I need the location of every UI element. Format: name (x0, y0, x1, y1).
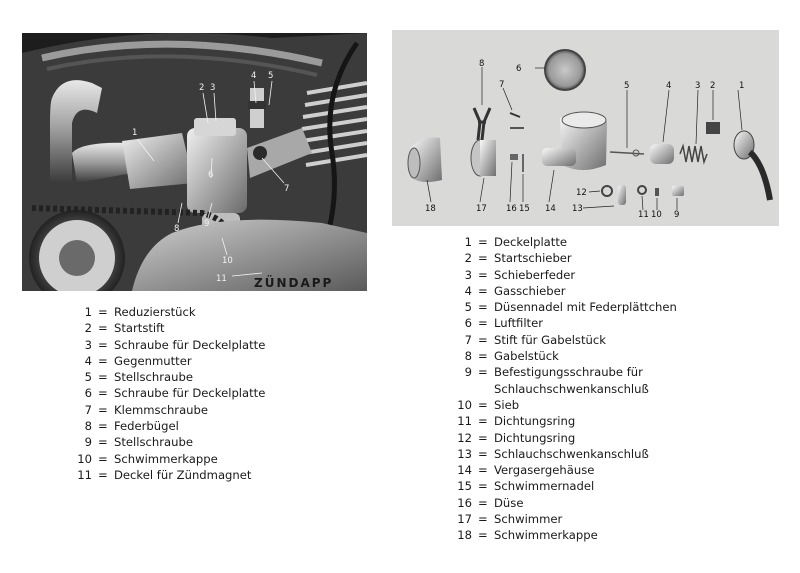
legend-right-item (452, 430, 772, 446)
legend-equals: = (478, 430, 488, 445)
legend-left-item (72, 304, 372, 320)
right-callout-14: 14 (545, 204, 556, 214)
legend-equals: = (98, 337, 108, 352)
left-callout-10: 10 (222, 256, 233, 266)
legend-number: 7 (84, 402, 92, 417)
legend-equals: = (478, 365, 488, 380)
left-callout-7: 7 (284, 184, 290, 194)
legend-left-item (72, 320, 372, 336)
legend-equals: = (478, 267, 488, 282)
legend-label: Sieb (494, 397, 520, 412)
legend-left-item (72, 434, 372, 450)
legend-equals: = (478, 235, 488, 249)
legend-label: Schwimmernadel (494, 479, 595, 494)
legend-equals: = (98, 419, 108, 434)
legend-number: 16 (457, 495, 472, 510)
right-callout-6: 6 (516, 64, 522, 74)
legend-label: Dichtungsring (494, 430, 576, 445)
legend-right (452, 234, 772, 544)
legend-right-item (452, 267, 772, 283)
right-callout-1: 1 (739, 81, 745, 91)
legend-number: 7 (464, 332, 472, 347)
legend-equals: = (478, 512, 488, 527)
legend-label: Schieberfeder (494, 267, 576, 282)
legend-equals: = (98, 435, 108, 450)
legend-left-item (72, 418, 372, 434)
legend-right-item (452, 348, 772, 364)
legend-label: Stellschraube (114, 435, 193, 450)
legend-label: Federbügel (114, 419, 179, 434)
legend-label: Luftfilter (494, 316, 543, 331)
legend-number: 6 (84, 386, 92, 401)
right-callout-17: 17 (476, 204, 487, 214)
left-callout-8: 8 (174, 224, 180, 234)
left-callout-3: 3 (210, 83, 216, 93)
legend-label: Dichtungsring (494, 414, 576, 429)
parts-photo-illustration (392, 30, 779, 226)
legend-number: 5 (84, 370, 92, 385)
legend-label: Gasschieber (494, 283, 566, 298)
legend-number: 10 (457, 397, 472, 412)
legend-right-item (452, 478, 772, 494)
legend-equals: = (478, 495, 488, 510)
right-callout-5: 5 (624, 81, 630, 91)
legend-label: Gabelstück (494, 349, 559, 364)
left-callout-1: 1 (132, 128, 138, 138)
right-callout-15: 15 (519, 204, 530, 214)
legend-equals: = (478, 479, 488, 494)
legend-number: 3 (464, 267, 472, 282)
left-callout-6: 6 (208, 170, 214, 180)
left-callout-9: 9 (204, 219, 210, 229)
legend-label: Deckel für Zündmagnet (114, 467, 252, 482)
engine-carburetor-photo (22, 33, 367, 291)
legend-number: 4 (84, 353, 92, 368)
legend-number: 8 (84, 419, 92, 434)
legend-left-item (72, 337, 372, 353)
legend-number: 2 (464, 251, 472, 266)
legend-label: Düse (494, 495, 524, 510)
right-callout-4: 4 (666, 81, 672, 91)
legend-number: 3 (84, 337, 92, 352)
right-callout-10: 10 (651, 210, 662, 220)
right-callout-12: 12 (576, 188, 587, 198)
legend-equals: = (98, 451, 108, 466)
legend-number: 15 (457, 479, 472, 494)
right-callout-16: 16 (506, 204, 517, 214)
legend-label: Stift für Gabelstück (494, 332, 606, 347)
legend-left-item (72, 467, 372, 483)
legend-equals: = (98, 370, 108, 385)
legend-label: Startstift (114, 321, 165, 336)
legend-equals: = (98, 467, 108, 482)
left-callout-4: 4 (251, 71, 257, 81)
legend-right-item (452, 299, 772, 315)
legend-equals: = (478, 332, 488, 347)
legend-label: Startschieber (494, 251, 572, 266)
legend-right-item (452, 495, 772, 511)
legend-equals: = (478, 446, 488, 461)
left-callout-2: 2 (199, 83, 205, 93)
legend-label: Klemmschraube (114, 402, 209, 417)
legend-label: Vergasergehäuse (494, 463, 595, 478)
legend-label: Befestigungsschraube für Schlauchschwenkanschluß (494, 365, 649, 396)
left-callout-11: 11 (216, 274, 227, 284)
engine-photo-illustration (22, 33, 367, 291)
legend-label: Reduzierstück (114, 305, 196, 319)
legend-number: 11 (77, 467, 92, 482)
legend-equals: = (478, 316, 488, 331)
legend-number: 18 (457, 528, 472, 543)
right-callout-11: 11 (638, 210, 649, 220)
legend-right-item (452, 332, 772, 348)
legend-number: 2 (84, 321, 92, 336)
legend-right-item (452, 250, 772, 266)
legend-right-item (452, 446, 772, 462)
legend-number: 5 (464, 300, 472, 315)
legend-right-item (452, 364, 772, 397)
legend-right-item (452, 527, 772, 543)
legend-number: 6 (464, 316, 472, 331)
right-callout-9: 9 (674, 210, 680, 220)
legend-equals: = (98, 353, 108, 368)
legend-right-item (452, 283, 772, 299)
carburetor-parts-photo (392, 30, 779, 226)
legend-label: Schraube für Deckelplatte (114, 386, 266, 401)
legend-number: 14 (457, 463, 472, 478)
legend-label: Schwimmerkappe (494, 528, 598, 543)
legend-label: Gegenmutter (114, 353, 192, 368)
legend-label: Schwimmer (494, 512, 563, 527)
legend-number: 10 (77, 451, 92, 466)
legend-equals: = (478, 463, 488, 478)
legend-number: 4 (464, 283, 472, 298)
legend-left-item (72, 385, 372, 401)
legend-left-item (72, 353, 372, 369)
legend-number: 1 (464, 235, 472, 249)
legend-equals: = (478, 414, 488, 429)
legend-left-item (72, 369, 372, 385)
legend-number: 9 (464, 365, 472, 380)
legend-left-item (72, 402, 372, 418)
right-callout-18: 18 (425, 204, 436, 214)
legend-equals: = (478, 251, 488, 266)
right-callout-7: 7 (499, 80, 505, 90)
legend-number: 1 (84, 305, 92, 319)
legend-left-item (72, 451, 372, 467)
legend-right-item (452, 315, 772, 331)
legend-right-item (452, 413, 772, 429)
legend-right-item (452, 234, 772, 250)
legend-right-item (452, 462, 772, 478)
legend-label: Düsennadel mit Federplättchen (494, 300, 677, 315)
legend-label: Stellschraube (114, 370, 193, 385)
legend-right-item (452, 397, 772, 413)
brand-text-zundapp: ZÜNDAPP (254, 276, 334, 290)
legend-number: 9 (84, 435, 92, 450)
legend-label: Schlauchschwenkanschluß (494, 446, 649, 461)
legend-number: 12 (457, 430, 472, 445)
legend-label: Schwimmerkappe (114, 451, 218, 466)
left-callout-5: 5 (268, 71, 274, 81)
legend-label: Deckelplatte (494, 235, 567, 249)
legend-equals: = (98, 305, 108, 319)
right-callout-3: 3 (695, 81, 701, 91)
legend-equals: = (98, 402, 108, 417)
legend-equals: = (478, 300, 488, 315)
legend-equals: = (98, 321, 108, 336)
legend-right-item (452, 511, 772, 527)
legend-equals: = (98, 386, 108, 401)
legend-label: Schraube für Deckelplatte (114, 337, 266, 352)
legend-equals: = (478, 397, 488, 412)
legend-number: 17 (457, 512, 472, 527)
right-callout-13: 13 (572, 204, 583, 214)
legend-equals: = (478, 283, 488, 298)
legend-number: 11 (457, 414, 472, 429)
right-callout-2: 2 (710, 81, 716, 91)
legend-left (72, 304, 372, 483)
right-callout-8: 8 (479, 59, 485, 69)
legend-equals: = (478, 349, 488, 364)
legend-equals: = (478, 528, 488, 543)
legend-number: 8 (464, 349, 472, 364)
legend-number: 13 (457, 446, 472, 461)
